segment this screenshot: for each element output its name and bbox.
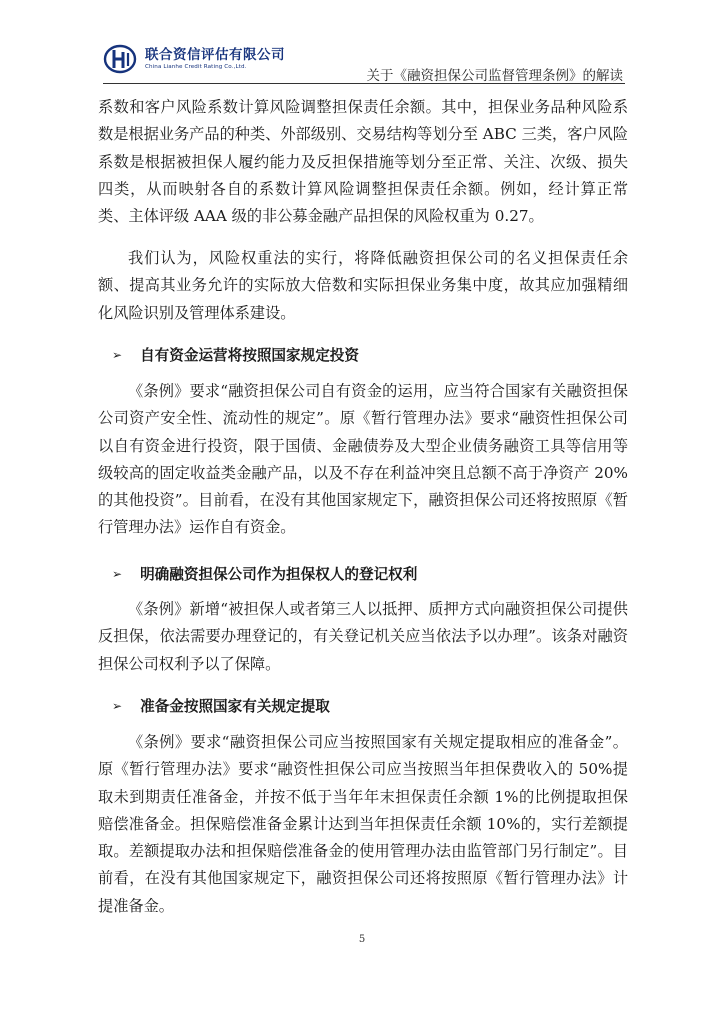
section-heading-text: 自有资金运营将按照国家规定投资 (140, 347, 359, 364)
section-heading-text: 明确融资担保公司作为担保权人的登记权利 (140, 566, 418, 583)
section-heading-text: 准备金按照国家有关规定提取 (140, 698, 330, 715)
section-heading-registration-right (112, 563, 417, 584)
bullet-arrow-icon: ➢ (112, 566, 123, 581)
paragraph-risk-coefficient: 系数和客户风险系数计算风险调整担保责任余额。其中，担保业务品种风险系数是根据业务产品的种类、外部级别、交易结构等划分至 ABC 三类，客户风险系数是根据被担保人履约能力及反担保措施等划分至正常、关注、次级、损失四类，从而映射各自的系数计算风险调整担保责任余额。例如，经计算正常类、主体评级 AAA 级的非公募金融产品担保的风险权重为 0.27。 (98, 98, 628, 226)
paragraph-registration-right: 《条例》新增“被担保人或者第三人以抵押、质押方式向融资担保公司提供反担保，依法需要办理登记的，有关登记机关应当依法予以办理”。该条对融资担保公司权利予以了保障。 (98, 600, 628, 673)
logo-company-name-en: China Lianhe Credit Rating Co.,Ltd. (145, 63, 247, 70)
paragraph-own-funds: 《条例》要求“融资担保公司自有资金的运用，应当符合国家有关融资担保公司资产安全性、流动性的规定”。原《暂行管理办法》要求“融资性担保公司以自有资金进行投资，限于国债、金融债券及大型企业债务融资工具等信用等级较高的固定收益类金融产品，以及不存在利益冲突且总额不高于净资产 20%的其他投资”。目前看，在没有其他国家规定下，融资担保公司还将按照原《暂行管理办法》运作自有资金。 (98, 382, 628, 537)
paragraph-block (98, 94, 628, 230)
bullet-arrow-icon: ➢ (112, 347, 123, 362)
company-logo-icon (103, 44, 141, 74)
bullet-arrow-icon: ➢ (112, 698, 123, 713)
company-logo (103, 44, 285, 74)
logo-company-name-cn: 联合资信评估有限公司 (145, 46, 285, 63)
paragraph-block (98, 596, 628, 678)
page-header (103, 38, 625, 84)
paragraph-block (98, 729, 628, 920)
page-number: 5 (358, 934, 366, 945)
paragraph-block (98, 245, 628, 327)
section-heading-reserve (112, 695, 330, 716)
section-heading-own-funds (112, 344, 359, 365)
paragraph-block (98, 378, 628, 542)
paragraph-reserve: 《条例》要求“融资担保公司应当按照国家有关规定提取相应的准备金”。原《暂行管理办法》要求“融资性担保公司应当按照当年担保费收入的 50%提取未到期责任准备金，并按不低于当年年末担保责任余额 1%的比例提取担保赔偿准备金。担保赔偿准备金累计达到当年担保责任余额 10%的，实行差额提取。差额提取办法和担保赔偿准备金的使用管理办法由监管部门另行制定”。目前看，在没有其他国家规定下，融资担保公司还将按照原《暂行管理办法》计提准备金。 (98, 733, 628, 915)
header-divider (103, 83, 625, 84)
paragraph-our-view: 我们认为，风险权重法的实行，将降低融资担保公司的名义担保责任余额、提高其业务允许的实际放大倍数和实际担保业务集中度，故其应加强精细化风险识别及管理体系建设。 (98, 249, 628, 322)
document-title: 关于《融资担保公司监督管理条例》的解读 (366, 68, 623, 84)
